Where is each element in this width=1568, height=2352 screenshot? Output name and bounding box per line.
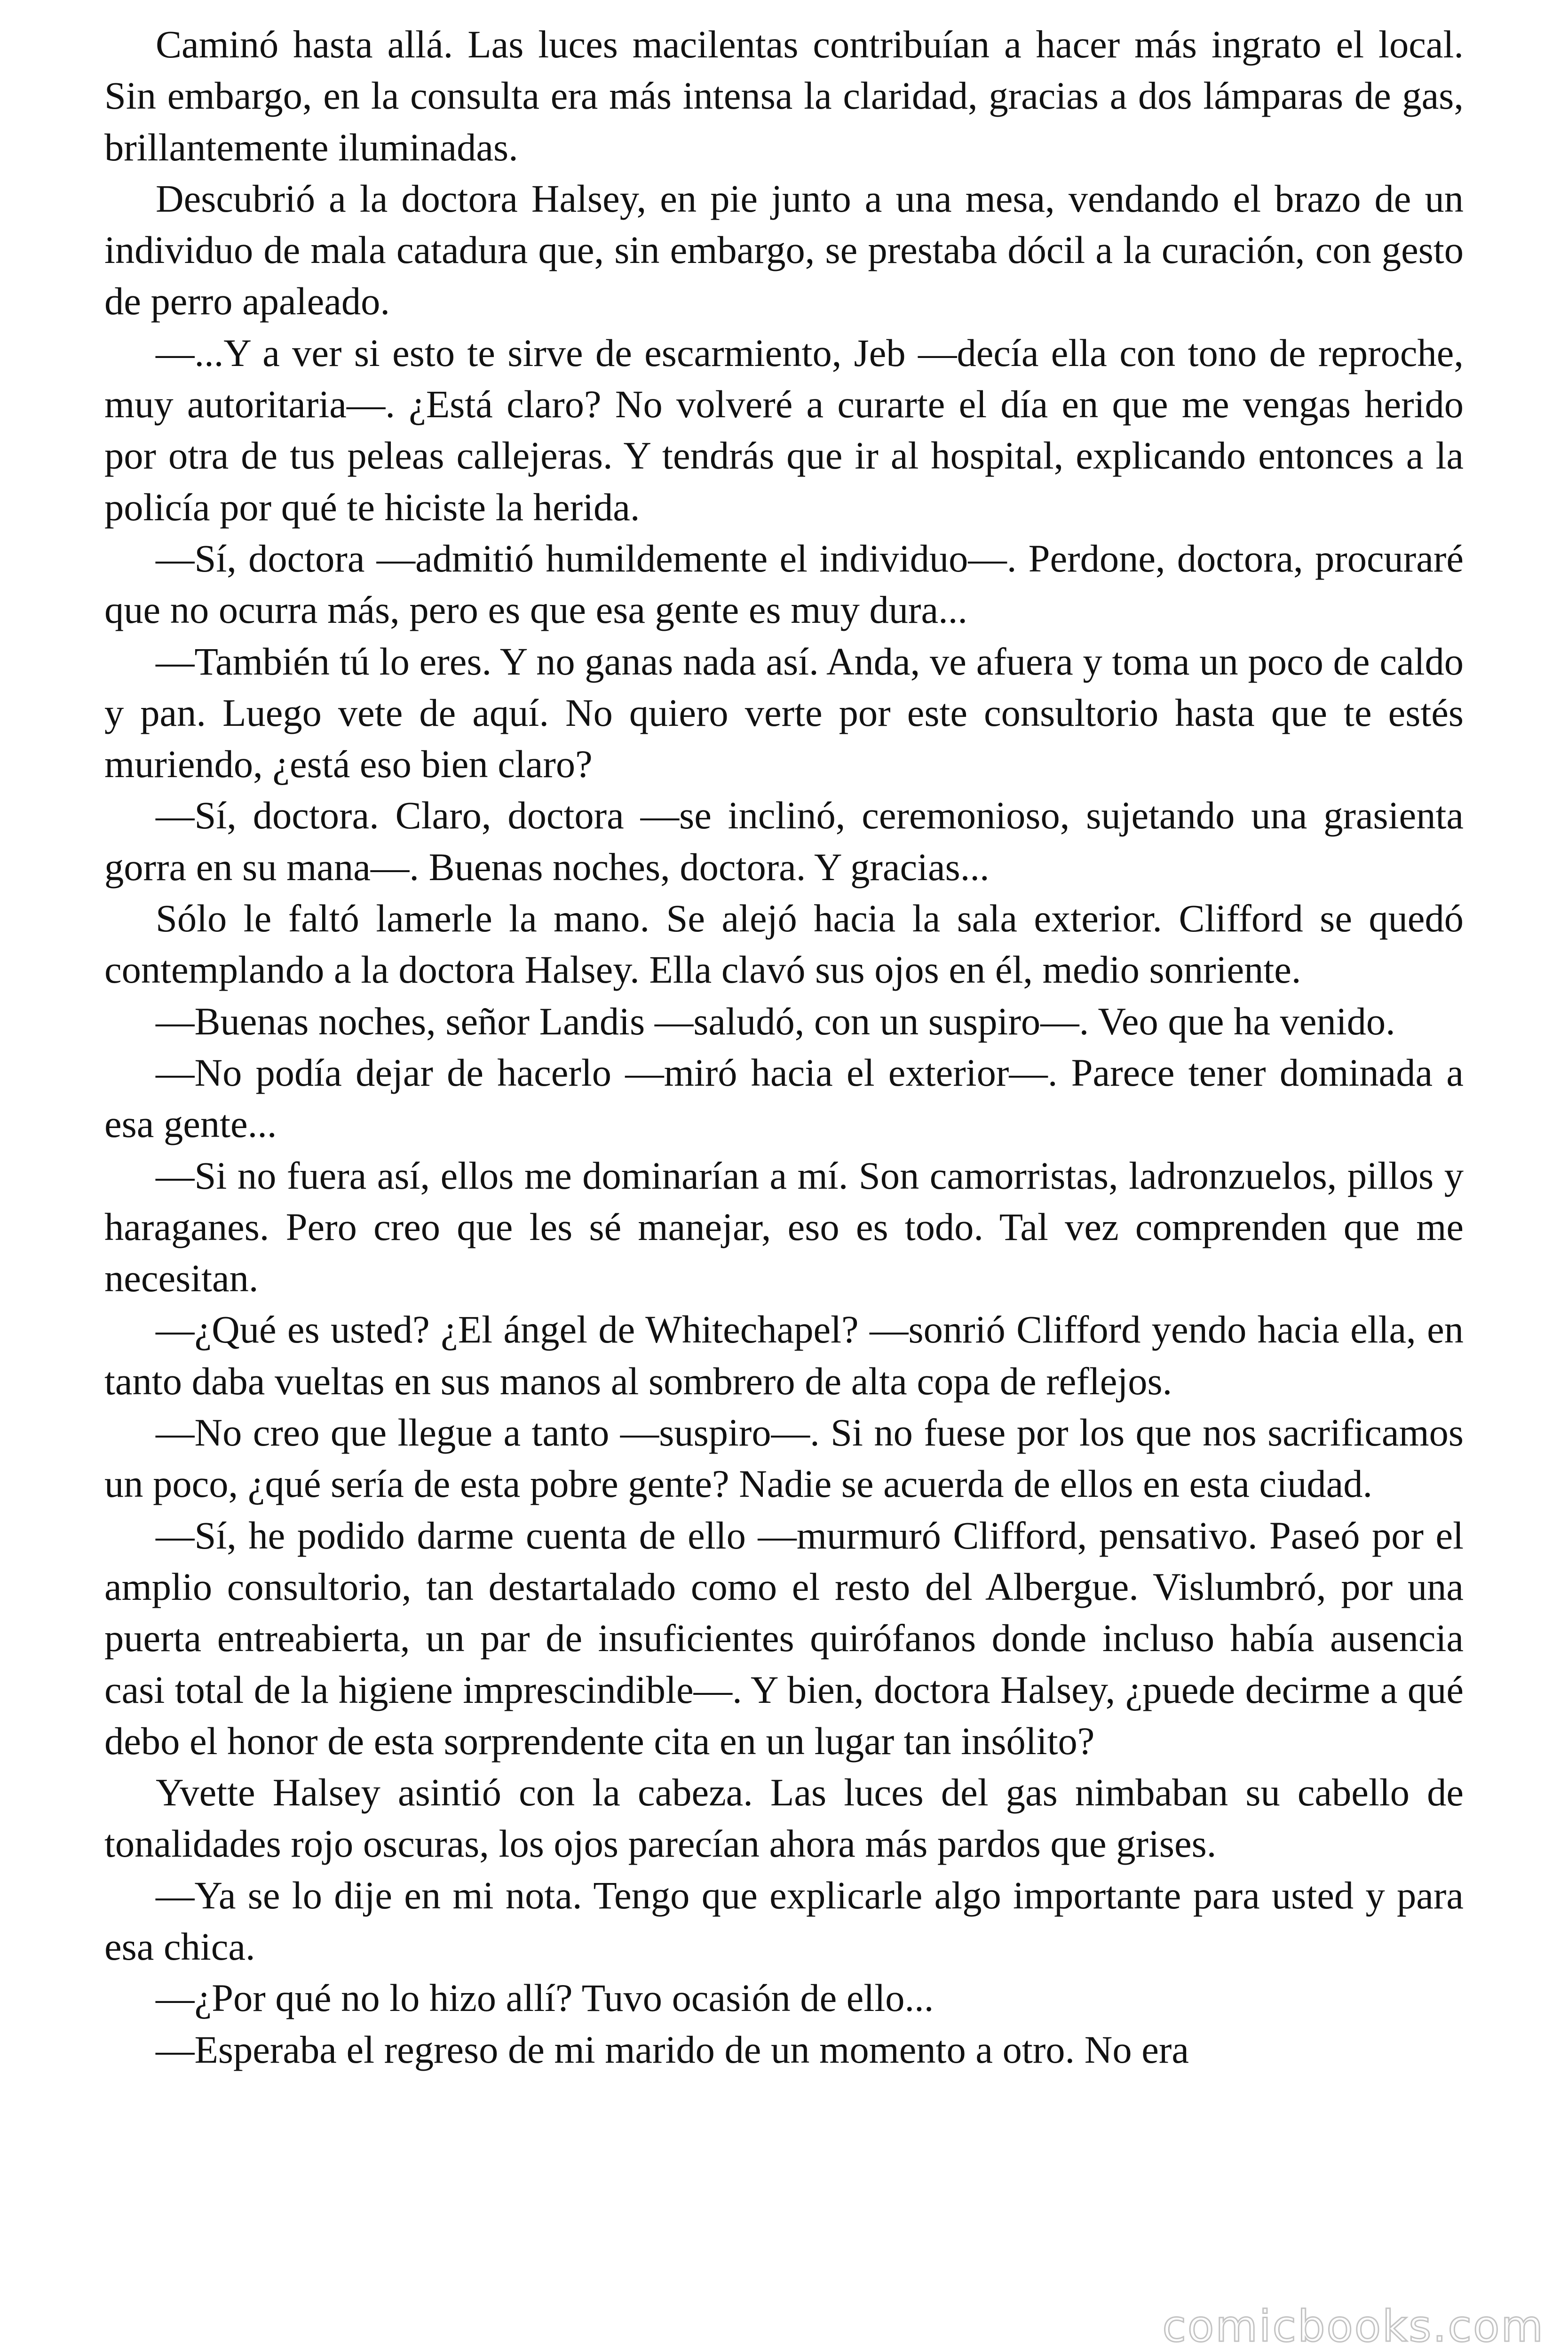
- paragraph: —Sí, he podido darme cuenta de ello —murmuró Clifford, pensativo. Paseó por el amplio consultorio, tan destartalado como el resto del Albergue. Vislumbró, por una puerta entreabierta, un par de insuficientes quirófanos donde incluso había ausencia casi total de la higiene imprescindible—. Y bien, doctora Halsey, ¿puede decirme a qué debo el honor de esta sorprendente cita en un lugar tan insólito?: [104, 1513, 1464, 1763]
- paragraph: —Si no fuera así, ellos me dominarían a mí. Son camorristas, ladronzuelos, pillos y haraganes. Pero creo que les sé manejar, eso es todo. Tal vez comprenden que me necesitan.: [104, 1153, 1464, 1300]
- paragraph: Caminó hasta allá. Las luces macilentas contribuían a hacer más ingrato el local. Sin embargo, en la consulta era más intensa la claridad, gracias a dos lámparas de gas, brillantemente iluminadas.: [104, 23, 1464, 169]
- paragraph: —¿Por qué no lo hizo allí? Tuvo ocasión de ello...: [156, 1976, 934, 2020]
- paragraph: Descubrió a la doctora Halsey, en pie junto a una mesa, vendando el brazo de un individuo de mala catadura que, sin embargo, se prestaba dócil a la curación, con gesto de perro apaleado.: [104, 176, 1464, 323]
- paragraph: —También tú lo eres. Y no ganas nada así. Anda, ve afuera y toma un poco de caldo y pan. Luego vete de aquí. No quiero verte por este consultorio hasta que te estés muriendo, ¿está eso bien claro?: [104, 639, 1464, 786]
- paragraph: —Buenas noches, señor Landis —saludó, con un suspiro—. Veo que ha venido.: [156, 999, 1395, 1043]
- paragraph: —No creo que llegue a tanto —suspiro—. Si no fuese por los que nos sacrificamos un poco, ¿qué sería de esta pobre gente? Nadie se acuerda de ellos en esta ciudad.: [104, 1411, 1464, 1506]
- paragraph: —...Y a ver si esto te sirve de escarmiento, Jeb —decía ella con tono de reproche, muy autoritaria—. ¿Está claro? No volveré a curarte el día en que me vengas herido por otra de tus peleas callejeras. Y tendrás que ir al hospital, explicando entonces a la policía por qué te hiciste la herida.: [104, 331, 1464, 529]
- paragraph: Sólo le faltó lamerle la mano. Se alejó hacia la sala exterior. Clifford se quedó contemplando a la doctora Halsey. Ella clavó sus ojos en él, medio sonriente.: [104, 897, 1464, 992]
- paragraph: —Ya se lo dije en mi nota. Tengo que explicarle algo importante para usted y para esa chica.: [104, 1873, 1464, 1968]
- paragraph: —¿Qué es usted? ¿El ángel de Whitechapel? —sonrió Clifford yendo hacia ella, en tanto daba vueltas en sus manos al sombrero de alta copa de reflejos.: [104, 1308, 1464, 1403]
- watermark: comicbooks.com: [1162, 2301, 1544, 2352]
- paragraph: —Sí, doctora —admitió humildemente el individuo—. Perdone, doctora, procuraré que no ocurra más, pero es que esa gente es muy dura...: [104, 536, 1464, 632]
- page-body: [104, 19, 1464, 2075]
- paragraph: —No podía dejar de hacerlo —miró hacia el exterior—. Parece tener dominada a esa gente...: [104, 1050, 1464, 1146]
- paragraph: —Sí, doctora. Claro, doctora —se inclinó, ceremonioso, sujetando una grasienta gorra en su mana—. Buenas noches, doctora. Y gracias...: [104, 794, 1464, 889]
- paragraph: —Esperaba el regreso de mi marido de un momento a otro. No era: [156, 2027, 1189, 2071]
- paragraph: Yvette Halsey asintió con la cabeza. Las luces del gas nimbaban su cabello de tonalidades rojo oscuras, los ojos parecían ahora más pardos que grises.: [104, 1771, 1464, 1866]
